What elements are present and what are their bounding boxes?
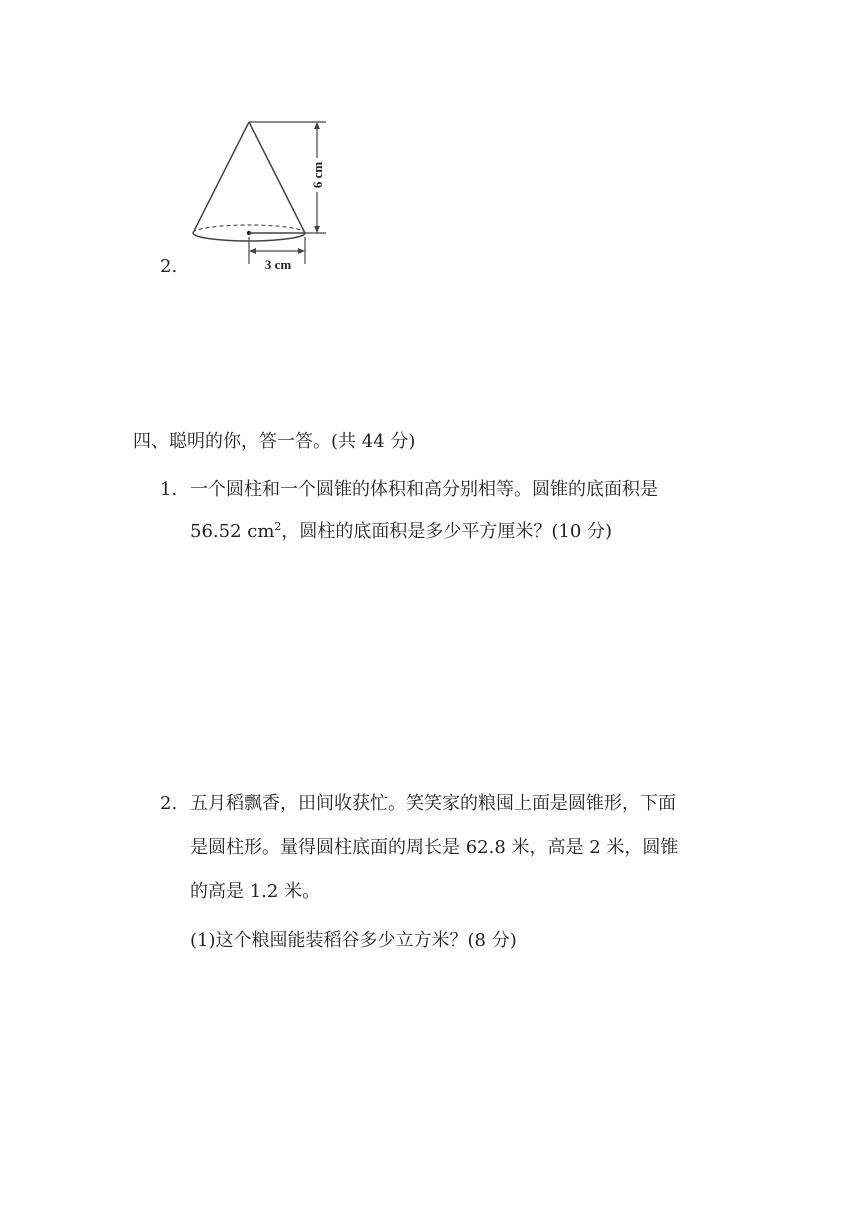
height-arrow-down	[314, 226, 320, 233]
q2-number: 2.	[160, 793, 178, 814]
q1-line-2	[190, 520, 612, 544]
section-4-heading: 四、聪明的你，答一答。(共 44 分)	[133, 431, 416, 452]
height-label: 6 cm	[310, 161, 325, 189]
q2-line-3: 的高是 1.2 米。	[190, 881, 321, 902]
cone-figure	[180, 112, 340, 277]
cone-left-slant	[193, 122, 249, 233]
q1-area-exponent: 2	[274, 520, 282, 533]
radius-label: 3 cm	[264, 257, 292, 272]
problem-2-number: 2.	[160, 256, 178, 277]
q2-line-2: 是圆柱形。量得圆柱底面的周长是 62.8 米，高是 2 米，圆锥	[190, 837, 679, 858]
q1-number: 1.	[160, 479, 178, 500]
cone-right-slant	[249, 122, 305, 233]
q1-area-value: 56.52 cm	[190, 521, 275, 542]
radius-arrow-right	[298, 248, 305, 254]
radius-arrow-left	[249, 248, 256, 254]
q1-line-2-rest: ，圆柱的底面积是多少平方厘米？(10 分)	[281, 521, 613, 542]
q2-line-1: 五月稻飘香，田间收获忙。笑笑家的粮囤上面是圆锥形，下面	[190, 793, 676, 814]
q1-line-1: 一个圆柱和一个圆锥的体积和高分别相等。圆锥的底面积是	[190, 479, 658, 500]
height-arrow-up	[314, 122, 320, 129]
q2-sub-question-1: (1)这个粮囤能装稻谷多少立方米？(8 分)	[190, 930, 517, 951]
